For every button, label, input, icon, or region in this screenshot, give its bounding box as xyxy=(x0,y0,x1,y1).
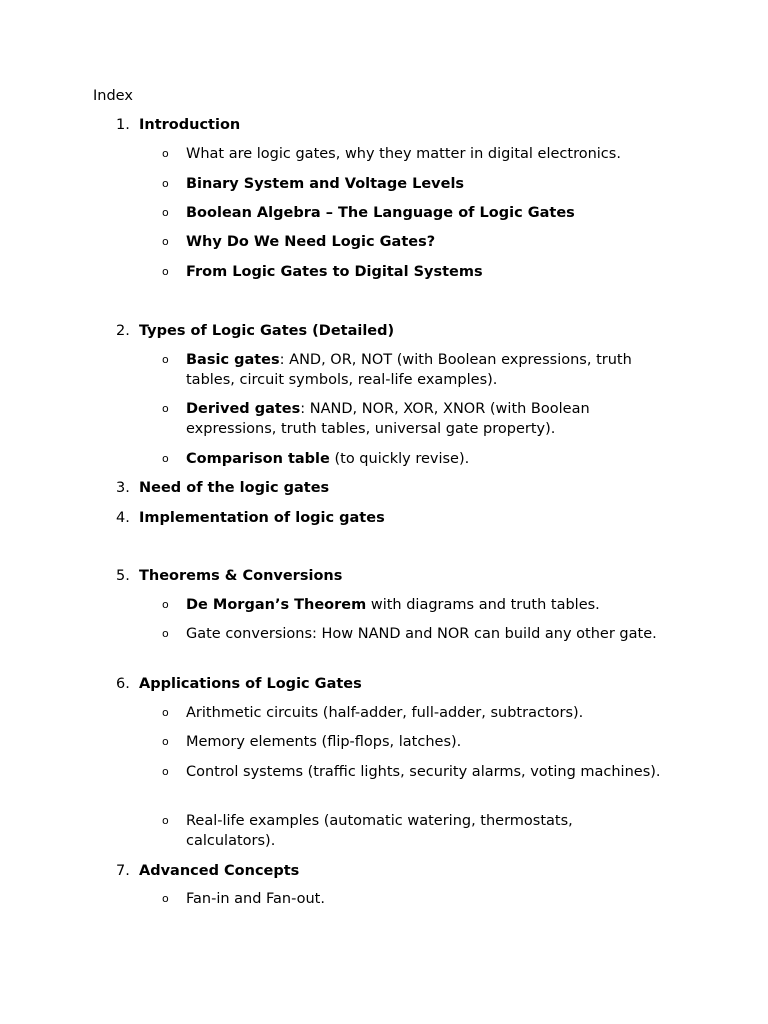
list-item-text xyxy=(186,174,666,194)
section-title: Advanced Concepts xyxy=(139,863,300,879)
section-number: 6. xyxy=(116,676,130,692)
bullet-icon: o xyxy=(162,892,169,905)
list-item-bold-text: De Morgan’s Theorem xyxy=(186,597,367,613)
bullet-icon: o xyxy=(162,265,169,278)
bullet-icon: o xyxy=(162,206,169,219)
bullet-icon: o xyxy=(162,706,169,719)
list-item-text xyxy=(186,762,666,782)
list-item-text xyxy=(186,811,666,851)
bullet-icon: o xyxy=(162,235,169,248)
section-title: Applications of Logic Gates xyxy=(139,676,362,692)
bullet-icon: o xyxy=(162,147,169,160)
section-number: 7. xyxy=(116,863,130,879)
list-item-text xyxy=(186,595,666,615)
list-item-plain-text: Real-life examples (automatic watering, thermostats, calculators). xyxy=(186,813,573,849)
index-heading: Index xyxy=(93,88,133,104)
list-item-plain-text: : NAND, NOR, XOR, XNOR (with Boolean expressions, truth tables, universal gate property). xyxy=(186,401,590,437)
list-item-text xyxy=(186,449,666,469)
bullet-icon: o xyxy=(162,452,169,465)
list-item-text xyxy=(186,703,666,723)
list-item-plain-text: Memory elements (flip-flops, latches). xyxy=(186,734,462,750)
section-number: 1. xyxy=(116,117,130,133)
list-item-text xyxy=(186,350,666,390)
list-item-bold-text: Derived gates xyxy=(186,401,301,417)
list-item-bold-text: Boolean Algebra – The Language of Logic Gates xyxy=(186,205,575,221)
list-item-plain-text: What are logic gates, why they matter in digital electronics. xyxy=(186,146,621,162)
list-item-bold-text: Basic gates xyxy=(186,352,280,368)
section-title: Implementation of logic gates xyxy=(139,510,385,526)
list-item-bold-text: From Logic Gates to Digital Systems xyxy=(186,264,483,280)
section-title: Introduction xyxy=(139,117,241,133)
list-item-plain-text: Arithmetic circuits (half-adder, full-adder, subtractors). xyxy=(186,705,584,721)
bullet-icon: o xyxy=(162,177,169,190)
list-item-text xyxy=(186,399,666,439)
bullet-icon: o xyxy=(162,814,169,827)
bullet-icon: o xyxy=(162,402,169,415)
section-number: 2. xyxy=(116,323,130,339)
list-item-plain-text: : AND, OR, NOT (with Boolean expressions, truth tables, circuit symbols, real-life examples). xyxy=(186,352,632,388)
section-title: Need of the logic gates xyxy=(139,480,330,496)
list-item-plain-text: Fan-in and Fan-out. xyxy=(186,891,325,907)
list-item-plain-text: with diagrams and truth tables. xyxy=(366,597,600,613)
list-item-text xyxy=(186,732,666,752)
list-item-plain-text: Control systems (traffic lights, security alarms, voting machines). xyxy=(186,764,661,780)
section-number: 5. xyxy=(116,568,130,584)
bullet-icon: o xyxy=(162,735,169,748)
list-item-text xyxy=(186,262,666,282)
section-title: Types of Logic Gates (Detailed) xyxy=(139,323,395,339)
bullet-icon: o xyxy=(162,353,169,366)
bullet-icon: o xyxy=(162,765,169,778)
bullet-icon: o xyxy=(162,598,169,611)
list-item-plain-text: Gate conversions: How NAND and NOR can build any other gate. xyxy=(186,626,657,642)
list-item-text xyxy=(186,144,666,164)
bullet-icon: o xyxy=(162,627,169,640)
list-item-bold-text: Binary System and Voltage Levels xyxy=(186,176,465,192)
list-item-bold-text: Comparison table xyxy=(186,451,330,467)
list-item-text xyxy=(186,624,666,644)
list-item-text xyxy=(186,232,666,252)
list-item-bold-text: Why Do We Need Logic Gates? xyxy=(186,234,436,250)
list-item-text xyxy=(186,889,666,909)
section-number: 3. xyxy=(116,480,130,496)
section-title: Theorems & Conversions xyxy=(139,568,343,584)
list-item-text xyxy=(186,203,666,223)
section-number: 4. xyxy=(116,510,130,526)
list-item-plain-text: (to quickly revise). xyxy=(329,451,470,467)
